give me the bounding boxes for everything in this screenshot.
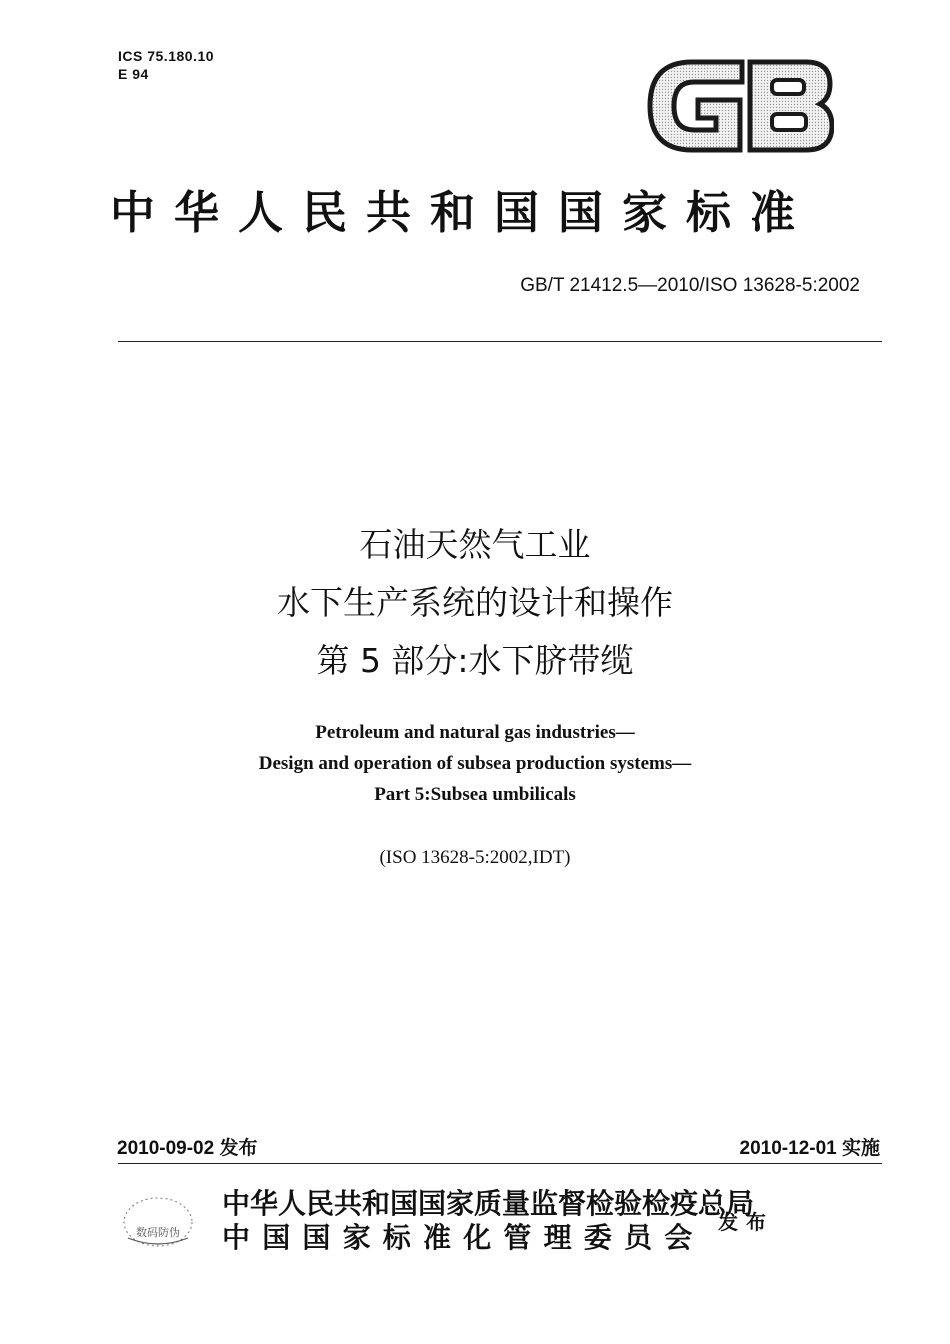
english-title-line-2: Design and operation of subsea production systems— bbox=[258, 753, 692, 774]
chinese-title-line-1: 石油天然气工业 bbox=[359, 525, 591, 564]
national-standard-title: 中华人民共和国国家标准 bbox=[110, 186, 815, 239]
issue-date: 2010-09-02 发布 bbox=[117, 1138, 258, 1159]
ccs-code: E 94 bbox=[118, 66, 149, 82]
gb-logo bbox=[646, 58, 834, 154]
chinese-title-line-2: 水下生产系统的设计和操作 bbox=[277, 583, 673, 622]
issuer-line-2: 中国国家标准化管理委员会 bbox=[222, 1221, 705, 1254]
issuer-line-1: 中华人民共和国国家质量监督检验检疫总局 bbox=[222, 1187, 755, 1220]
classification-codes bbox=[118, 47, 214, 83]
seal-text: 数码防伪 bbox=[136, 1226, 180, 1239]
standard-number: GB/T 21412.5—2010/ISO 13628-5:2002 bbox=[520, 275, 860, 296]
top-divider bbox=[118, 341, 882, 342]
bottom-divider bbox=[118, 1163, 882, 1164]
ics-code: ICS 75.180.10 bbox=[118, 48, 215, 64]
iso-reference: (ISO 13628-5:2002,IDT) bbox=[379, 847, 571, 868]
publish-label: 发布 bbox=[718, 1210, 774, 1234]
english-title-line-3: Part 5:Subsea umbilicals bbox=[374, 784, 576, 805]
chinese-title-line-3: 第 5 部分:水下脐带缆 bbox=[316, 641, 634, 680]
anti-counterfeit-seal bbox=[118, 1186, 198, 1252]
implementation-date: 2010-12-01 实施 bbox=[739, 1138, 880, 1159]
english-title-line-1: Petroleum and natural gas industries— bbox=[315, 722, 635, 743]
